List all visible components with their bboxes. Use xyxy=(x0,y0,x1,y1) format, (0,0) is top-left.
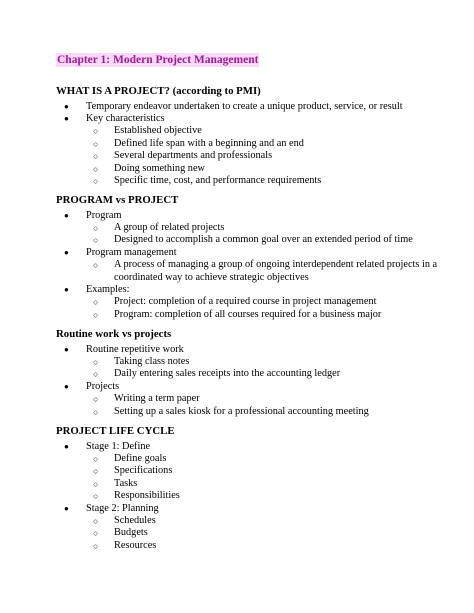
list-item: ○ Designed to accomplish a common goal over an extended period of time xyxy=(93,234,413,246)
list-item: ○ Project: completion of a required course in project management xyxy=(93,296,377,308)
list-item: ○ Established objective xyxy=(93,125,202,137)
hollow-bullet-icon: ○ xyxy=(93,394,99,405)
list-item: ● Temporary endeavor undertaken to create a unique product, service, or result xyxy=(64,100,403,112)
hollow-bullet-icon: ○ xyxy=(93,528,99,539)
list-item: ● Stage 2: Planning xyxy=(64,502,159,514)
hollow-bullet-icon: ○ xyxy=(93,491,99,502)
list-item: ● Routine repetitive work xyxy=(64,343,184,355)
list-item: ○ Specifications xyxy=(93,465,173,477)
hollow-bullet-icon: ○ xyxy=(93,406,99,417)
list-item: ○ Doing something new xyxy=(93,162,205,174)
list-item: ○ Program: completion of all courses required for a business major xyxy=(93,308,382,320)
list-item: ○ Setting up a sales kiosk for a professional accounting meeting xyxy=(93,405,369,417)
section-heading: PROGRAM vs PROJECT xyxy=(56,194,179,206)
list-item: ○ Taking class notes xyxy=(93,355,190,367)
hollow-bullet-icon: ○ xyxy=(93,126,99,137)
hollow-bullet-icon: ○ xyxy=(93,356,99,367)
hollow-bullet-icon: ○ xyxy=(93,540,99,551)
hollow-bullet-icon: ○ xyxy=(93,235,99,246)
filled-bullet-icon: ● xyxy=(64,284,69,294)
filled-bullet-icon: ● xyxy=(64,503,69,513)
hollow-bullet-icon: ○ xyxy=(93,151,99,162)
list-item: ○ A group of related projects xyxy=(93,221,225,233)
section-program-vs-project xyxy=(56,194,456,321)
section-what-is-project xyxy=(56,85,456,187)
filled-bullet-icon: ● xyxy=(64,113,69,123)
hollow-bullet-icon: ○ xyxy=(93,222,99,233)
section-heading: PROJECT LIFE CYCLE xyxy=(56,425,175,437)
list-item: ○ Specific time, cost, and performance requirements xyxy=(93,174,322,186)
hollow-bullet-icon: ○ xyxy=(93,175,99,186)
section-project-life-cycle xyxy=(56,425,456,552)
list-item: ● Program management xyxy=(64,246,177,258)
list-item: ● Key characteristics xyxy=(64,112,165,124)
list-item: ○ Define goals xyxy=(93,452,167,464)
filled-bullet-icon: ● xyxy=(64,210,69,220)
hollow-bullet-icon: ○ xyxy=(93,163,99,174)
hollow-bullet-icon: ○ xyxy=(93,260,99,271)
filled-bullet-icon: ● xyxy=(64,247,69,257)
hollow-bullet-icon: ○ xyxy=(93,478,99,489)
filled-bullet-icon: ● xyxy=(64,441,69,451)
hollow-bullet-icon: ○ xyxy=(93,453,99,464)
hollow-bullet-icon: ○ xyxy=(93,309,99,320)
list-item: ○ Daily entering sales receipts into the accounting ledger xyxy=(93,368,341,380)
list-item: ● Examples: xyxy=(64,283,130,295)
hollow-bullet-icon: ○ xyxy=(93,515,99,526)
hollow-bullet-icon: ○ xyxy=(93,466,99,477)
section-heading: WHAT IS A PROJECT? (according to PMI) xyxy=(56,85,261,97)
chapter-title: Chapter 1: Modern Project Management xyxy=(57,54,259,66)
list-item: ○ Budgets xyxy=(93,527,148,539)
list-item: ○ Writing a term paper xyxy=(93,393,200,405)
filled-bullet-icon: ● xyxy=(64,381,69,391)
list-item: ○ Schedules xyxy=(93,514,156,526)
list-item: ● Stage 1: Define xyxy=(64,440,151,452)
list-item: ○ A process of managing a group of ongoing interdependent related projects in a coordinated way to achieve strategic objectives xyxy=(93,259,438,283)
list-item: ○ Tasks xyxy=(93,477,138,489)
list-item: ○ Several departments and professionals xyxy=(93,150,273,162)
hollow-bullet-icon: ○ xyxy=(93,297,99,308)
hollow-bullet-icon: ○ xyxy=(93,138,99,149)
section-routine-vs-projects xyxy=(56,328,456,418)
list-item: ○ Responsibilities xyxy=(93,490,180,502)
filled-bullet-icon: ● xyxy=(64,344,69,354)
list-item: ○ Resources xyxy=(93,539,157,551)
list-item: ○ Defined life span with a beginning and an end xyxy=(93,137,304,149)
list-item: ● Program xyxy=(64,209,122,221)
section-heading: Routine work vs projects xyxy=(56,328,172,340)
filled-bullet-icon: ● xyxy=(64,101,69,111)
list-item: ● Projects xyxy=(64,380,120,392)
hollow-bullet-icon: ○ xyxy=(93,369,99,380)
